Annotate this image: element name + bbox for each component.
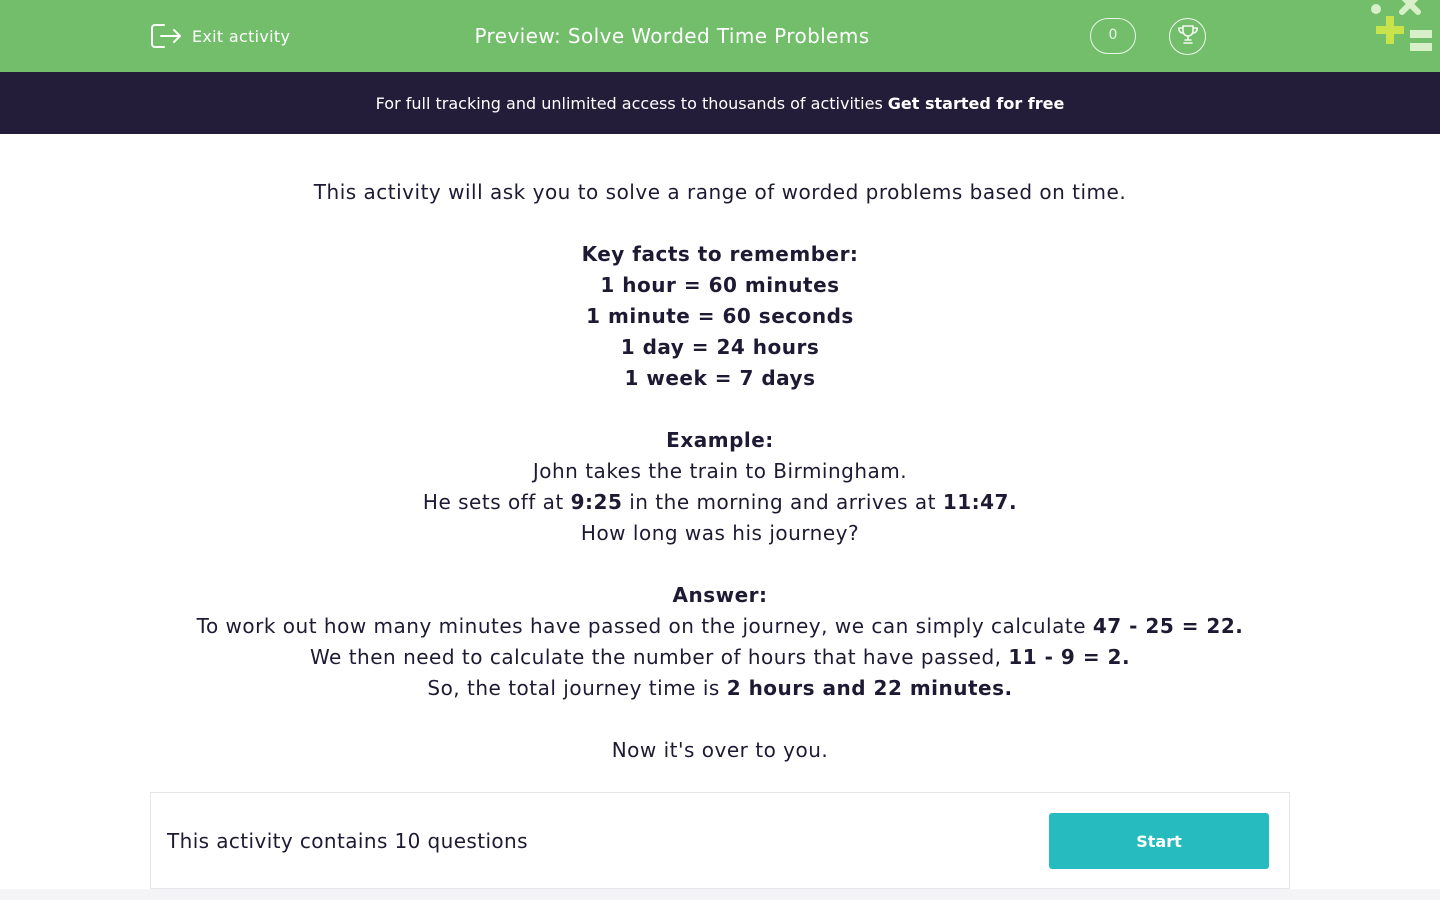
key-facts-heading: Key facts to remember: <box>581 242 859 266</box>
fact-item: 1 day = 24 hours <box>620 335 820 359</box>
start-panel <box>150 792 1290 889</box>
fact-item: 1 minute = 60 seconds <box>586 304 854 328</box>
trophy-button[interactable] <box>1169 18 1206 55</box>
fact-item: 1 week = 7 days <box>624 366 816 390</box>
total-journey-time: 2 hours and 22 minutes. <box>726 676 1013 700</box>
departure-time: 9:25 <box>570 490 623 514</box>
answer-text: We then need to calculate the number of hours that have passed, <box>309 645 1002 669</box>
answer-heading: Answer: <box>672 583 768 607</box>
example-line-3: How long was his journey? <box>580 521 860 545</box>
answer-line-2 <box>150 642 1290 673</box>
hours-calculation: 11 - 9 = 2. <box>1008 645 1131 669</box>
spacer <box>150 704 1290 735</box>
promo-banner <box>0 72 1440 134</box>
score-counter: 0 <box>1090 18 1136 54</box>
arrival-time: 11:47. <box>942 490 1018 514</box>
example-text: in the morning and arrives at <box>629 490 936 514</box>
spacer <box>150 394 1290 425</box>
trophy-icon <box>1176 23 1200 51</box>
closing-text: Now it's over to you. <box>611 738 829 762</box>
exit-activity-label: Exit activity <box>192 26 291 46</box>
exit-icon <box>150 22 182 50</box>
edplace-logo <box>1364 0 1440 60</box>
intro-text: This activity will ask you to solve a range of worded problems based on time. <box>313 180 1127 204</box>
example-line-1: John takes the train to Birmingham. <box>532 459 908 483</box>
promo-banner-text: For full tracking and unlimited access to thousands of activities <box>375 93 883 113</box>
minutes-calculation: 47 - 25 = 22. <box>1092 614 1244 638</box>
example-text: He sets off at <box>422 490 564 514</box>
example-heading: Example: <box>666 428 774 452</box>
example-line-2 <box>150 487 1290 518</box>
exit-activity-button[interactable] <box>150 22 290 50</box>
start-button[interactable]: Start <box>1049 813 1269 869</box>
answer-text: So, the total journey time is <box>427 676 720 700</box>
footer-strip <box>0 889 1440 900</box>
answer-text: To work out how many minutes have passed on the journey, we can simply calculate <box>196 614 1086 638</box>
answer-line-3 <box>150 673 1290 704</box>
activity-introduction <box>150 177 1290 766</box>
spacer <box>150 549 1290 580</box>
fact-item: 1 hour = 60 minutes <box>600 273 840 297</box>
spacer <box>150 208 1290 239</box>
top-header-bar <box>0 0 1440 72</box>
question-count-text: This activity contains 10 questions <box>167 829 528 853</box>
page-title: Preview: Solve Worded Time Problems <box>474 24 870 48</box>
answer-line-1 <box>150 611 1290 642</box>
get-started-link[interactable]: Get started for free <box>887 93 1065 113</box>
